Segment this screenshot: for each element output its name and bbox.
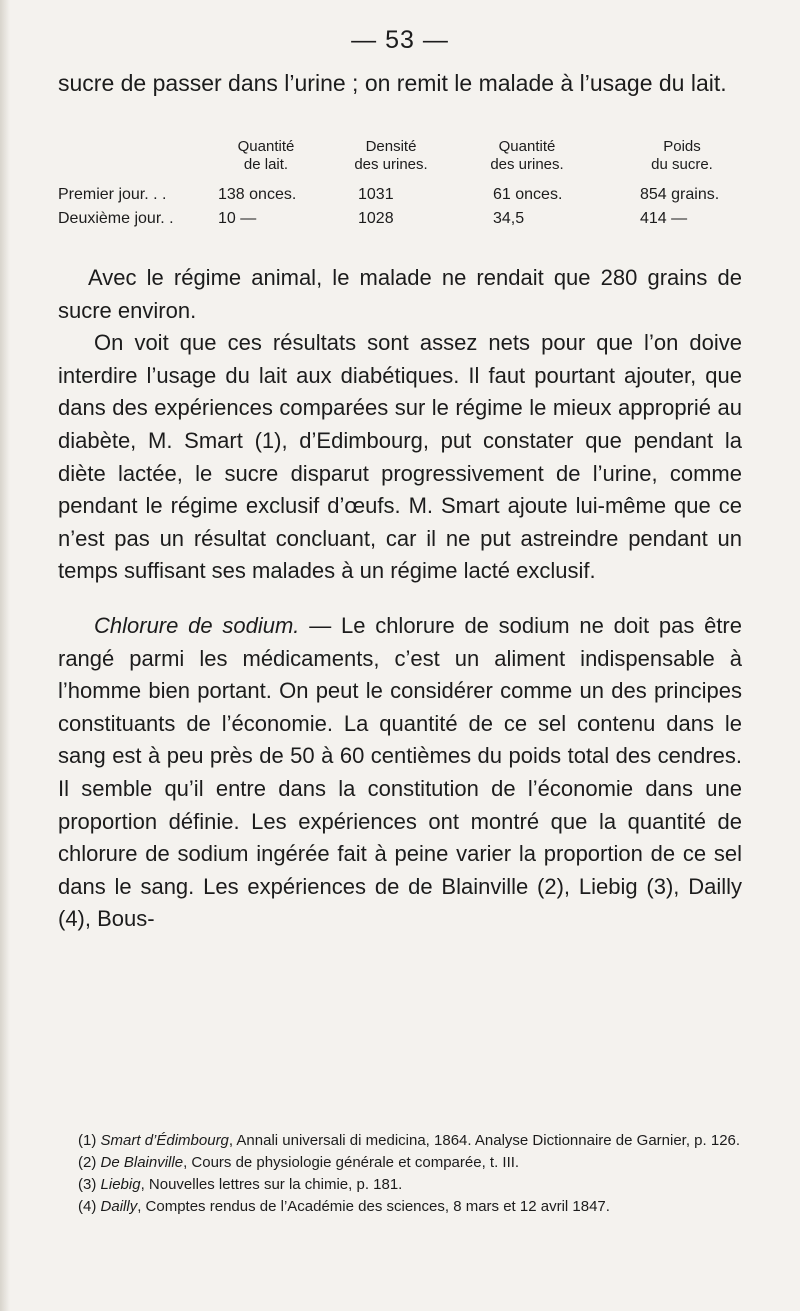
density-cell: 1028	[358, 210, 394, 227]
table-header-density: Densité des urines.	[354, 138, 428, 173]
paragraph-text: — Le chlorure de sodium ne doit pas être rangé parmi les médicaments, c’est un aliment indispensable à l’homme bien portant. On peut le considérer comme un des principes constituants de l’économie. La quantité de ce sel contenu dans le sang est à peu près de 50 à 60 centièmes du poids total des cendres. Il semble qu’il entre dans la constitution de l’économie dans une proportion définie. Les expériences ont montré que la quantité de chlorure de sodium ingérée fait à peine varier la proportion de ce sel dans le sang. Les expériences de de Blainville (2), Liebig (3), Dailly (4), Bous-	[58, 612, 742, 932]
intro-text: sucre de passer dans l’urine ; on remit le malade à l’usage du lait.	[58, 70, 727, 96]
page-number: — 53 —	[351, 26, 449, 54]
body-text	[58, 262, 742, 936]
footnote: (3) Liebig, Nouvelles lettres sur la chimie, p. 181.	[78, 1176, 403, 1193]
paragraph: On voit que ces résultats sont assez nets pour que l’on doive interdire l’usage du lait aux diabétiques. Il faut pourtant ajouter, que dans des expériences comparées sur le régime le mieux approprié au diabète, M. Smart (1), d’Edimbourg, put constater que pendant la diète lactée, le sucre disparut progressivement de l’urine, comme pendant le régime exclusif d’œufs. M. Smart ajoute lui-même que ce n’est pas un résultat concluant, car il ne put astreindre pendant un temps suffisant ses malades à un régime lacté exclusif.	[58, 330, 742, 584]
section-heading: Chlorure de sodium.	[94, 612, 300, 638]
footnote: (4) Dailly, Comptes rendus de l’Académie des sciences, 8 mars et 12 avril 1847.	[78, 1198, 610, 1215]
table-row	[58, 186, 758, 208]
table-header-sugar: Poids du sucre.	[651, 138, 713, 173]
footnote: (1) Smart d’Édimbourg, Annali universali di medicina, 1864. Analyse Dictionnaire de Garnier, p. 126.	[78, 1132, 741, 1149]
paragraph	[58, 610, 742, 936]
footnotes	[58, 1130, 746, 1218]
row-label: Premier jour. . .	[58, 186, 167, 203]
paragraph: Avec le régime animal, le malade ne rendait que 280 grains de sucre environ.	[58, 265, 742, 323]
table-row	[58, 210, 758, 232]
table-header-milk: Quantité de lait.	[237, 138, 295, 173]
urine-cell: 61 onces.	[493, 186, 563, 203]
table-header-urine: Quantité des urines.	[490, 138, 564, 173]
row-label: Deuxième jour. .	[58, 210, 174, 227]
sugar-cell: 414 —	[640, 210, 688, 227]
milk-cell: 10 —	[218, 210, 257, 227]
urine-cell: 34,5	[493, 210, 525, 227]
sugar-cell: 854 grains.	[640, 186, 720, 203]
milk-cell: 138 onces.	[218, 186, 297, 203]
density-cell: 1031	[358, 186, 394, 203]
footnote: (2) De Blainville, Cours de physiologie générale et comparée, t. III.	[78, 1154, 520, 1171]
page-spine-shadow	[0, 0, 10, 1311]
